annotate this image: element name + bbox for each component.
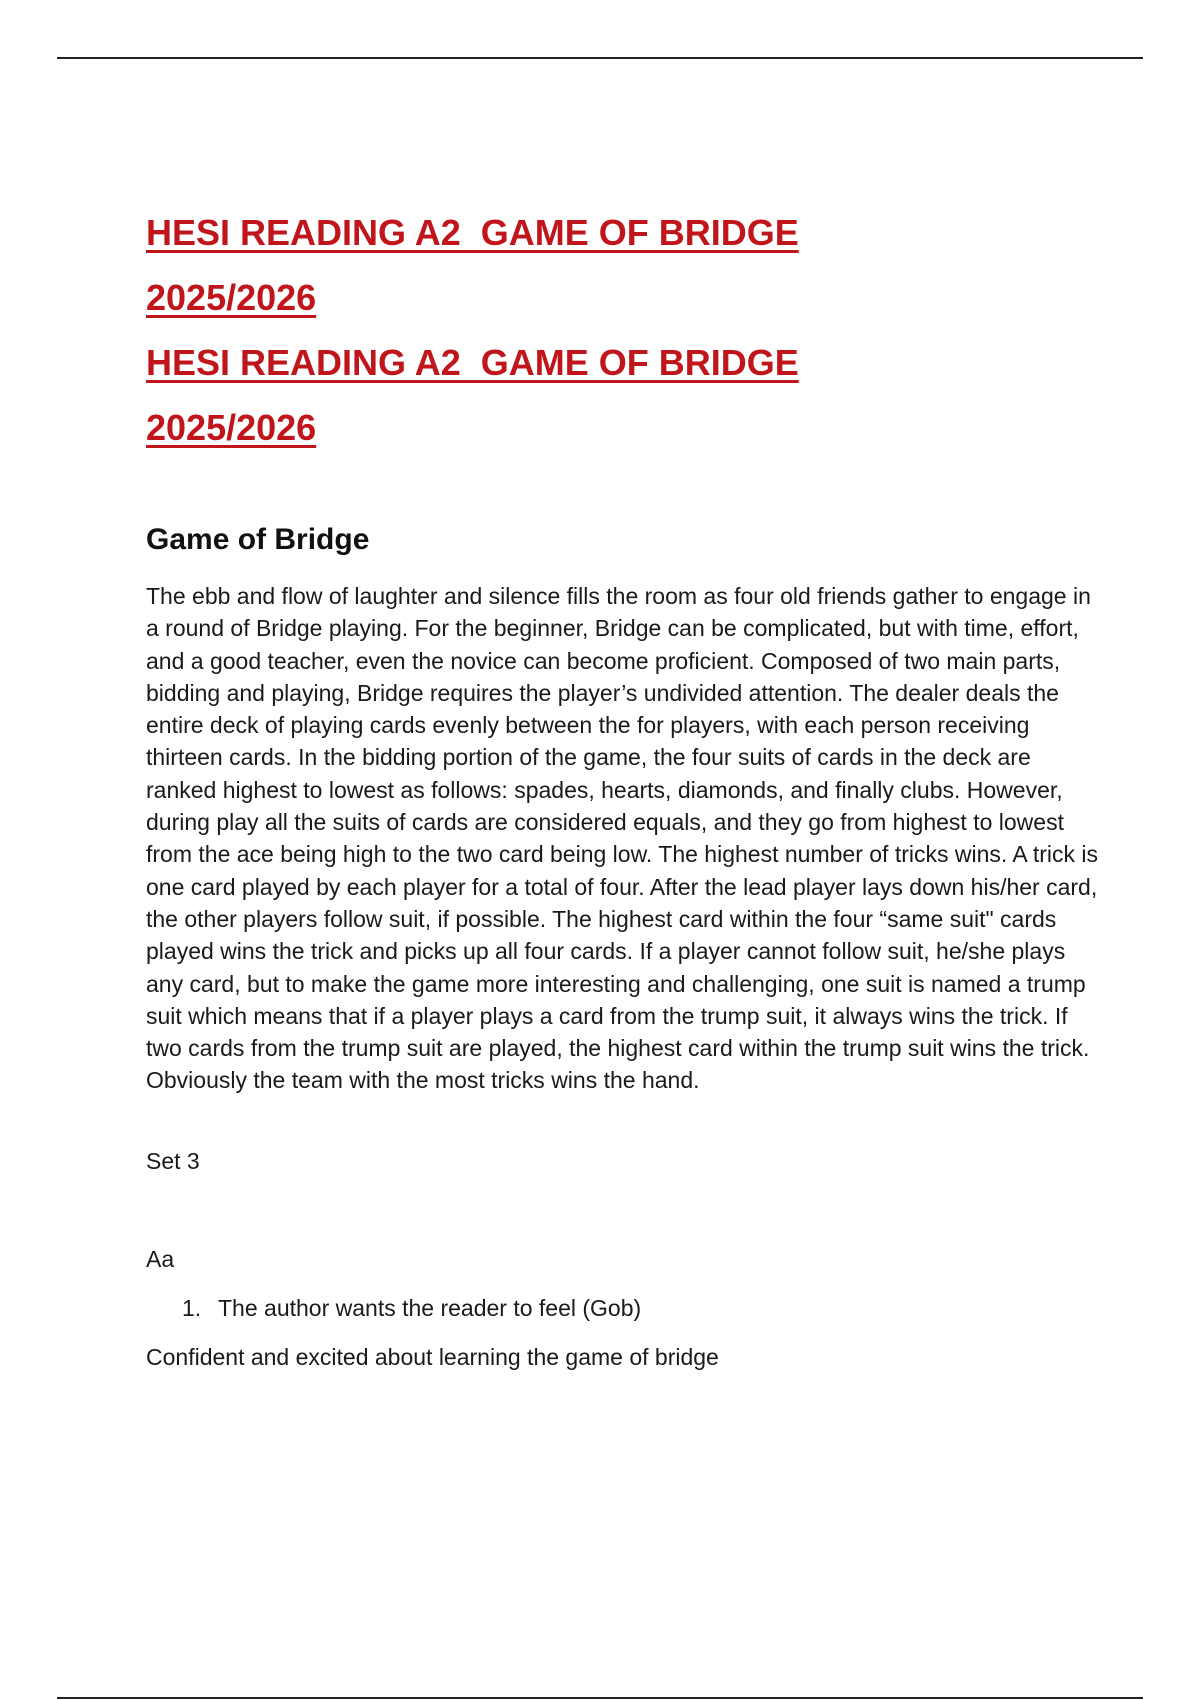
title-line — [146, 200, 1106, 265]
title-text: HESI READING A2 GAME OF BRIDGE — [146, 212, 799, 253]
top-rule — [57, 57, 1143, 59]
title-text: 2025/2026 — [146, 407, 317, 448]
title-text: HESI READING A2 GAME OF BRIDGE — [146, 342, 799, 383]
question-text: The author wants the reader to feel (Gob) — [218, 1295, 642, 1321]
question-item — [182, 1292, 641, 1324]
title-line — [146, 265, 1106, 330]
bottom-rule — [57, 1697, 1143, 1699]
question-number: 1. — [182, 1295, 202, 1321]
set-label: Set 3 — [146, 1148, 200, 1174]
title-text: 2025/2026 — [146, 277, 317, 318]
answer-text: Confident and excited about learning the game of bridge — [146, 1344, 719, 1370]
document-title-block — [146, 200, 1106, 460]
aa-label: Aa — [146, 1246, 175, 1272]
title-line — [146, 395, 1106, 460]
reading-passage: The ebb and flow of laughter and silence fills the room as four old friends gather to engage in a round of Bridge playing. For the beginner, Bridge can be complicated, but with time, effort, and a good teacher, even the novice can become proficient. Composed of two main parts, bidding and playing, Bridge requires the player’s undivided attention. The dealer deals the entire deck of playing cards evenly between the for players, with each person receiving thirteen cards. In the bidding portion of the game, the four suits of cards in the deck are ranked highest to lowest as follows: spades, hearts, diamonds, and finally clubs. However, during play all the suits of cards are considered equals, and they go from highest to lowest from the ace being high to the two card being low. The highest number of tricks wins. A trick is one card played by each player for a total of four. After the lead player lays down his/her card, the other players follow suit, if possible. The highest card within the four “same suit" cards played wins the trick and picks up all four cards. If a player cannot follow suit, he/she plays any card, but to make the game more interesting and challenging, one suit is named a trump suit which means that if a player plays a card from the trump suit, it always wins the trick. If two cards from the trump suit are played, the highest card within the trump suit wins the trick. Obviously the team with the most tricks wins the hand. — [146, 583, 1099, 1094]
section-heading: Game of Bridge — [146, 523, 370, 556]
title-line — [146, 330, 1106, 395]
